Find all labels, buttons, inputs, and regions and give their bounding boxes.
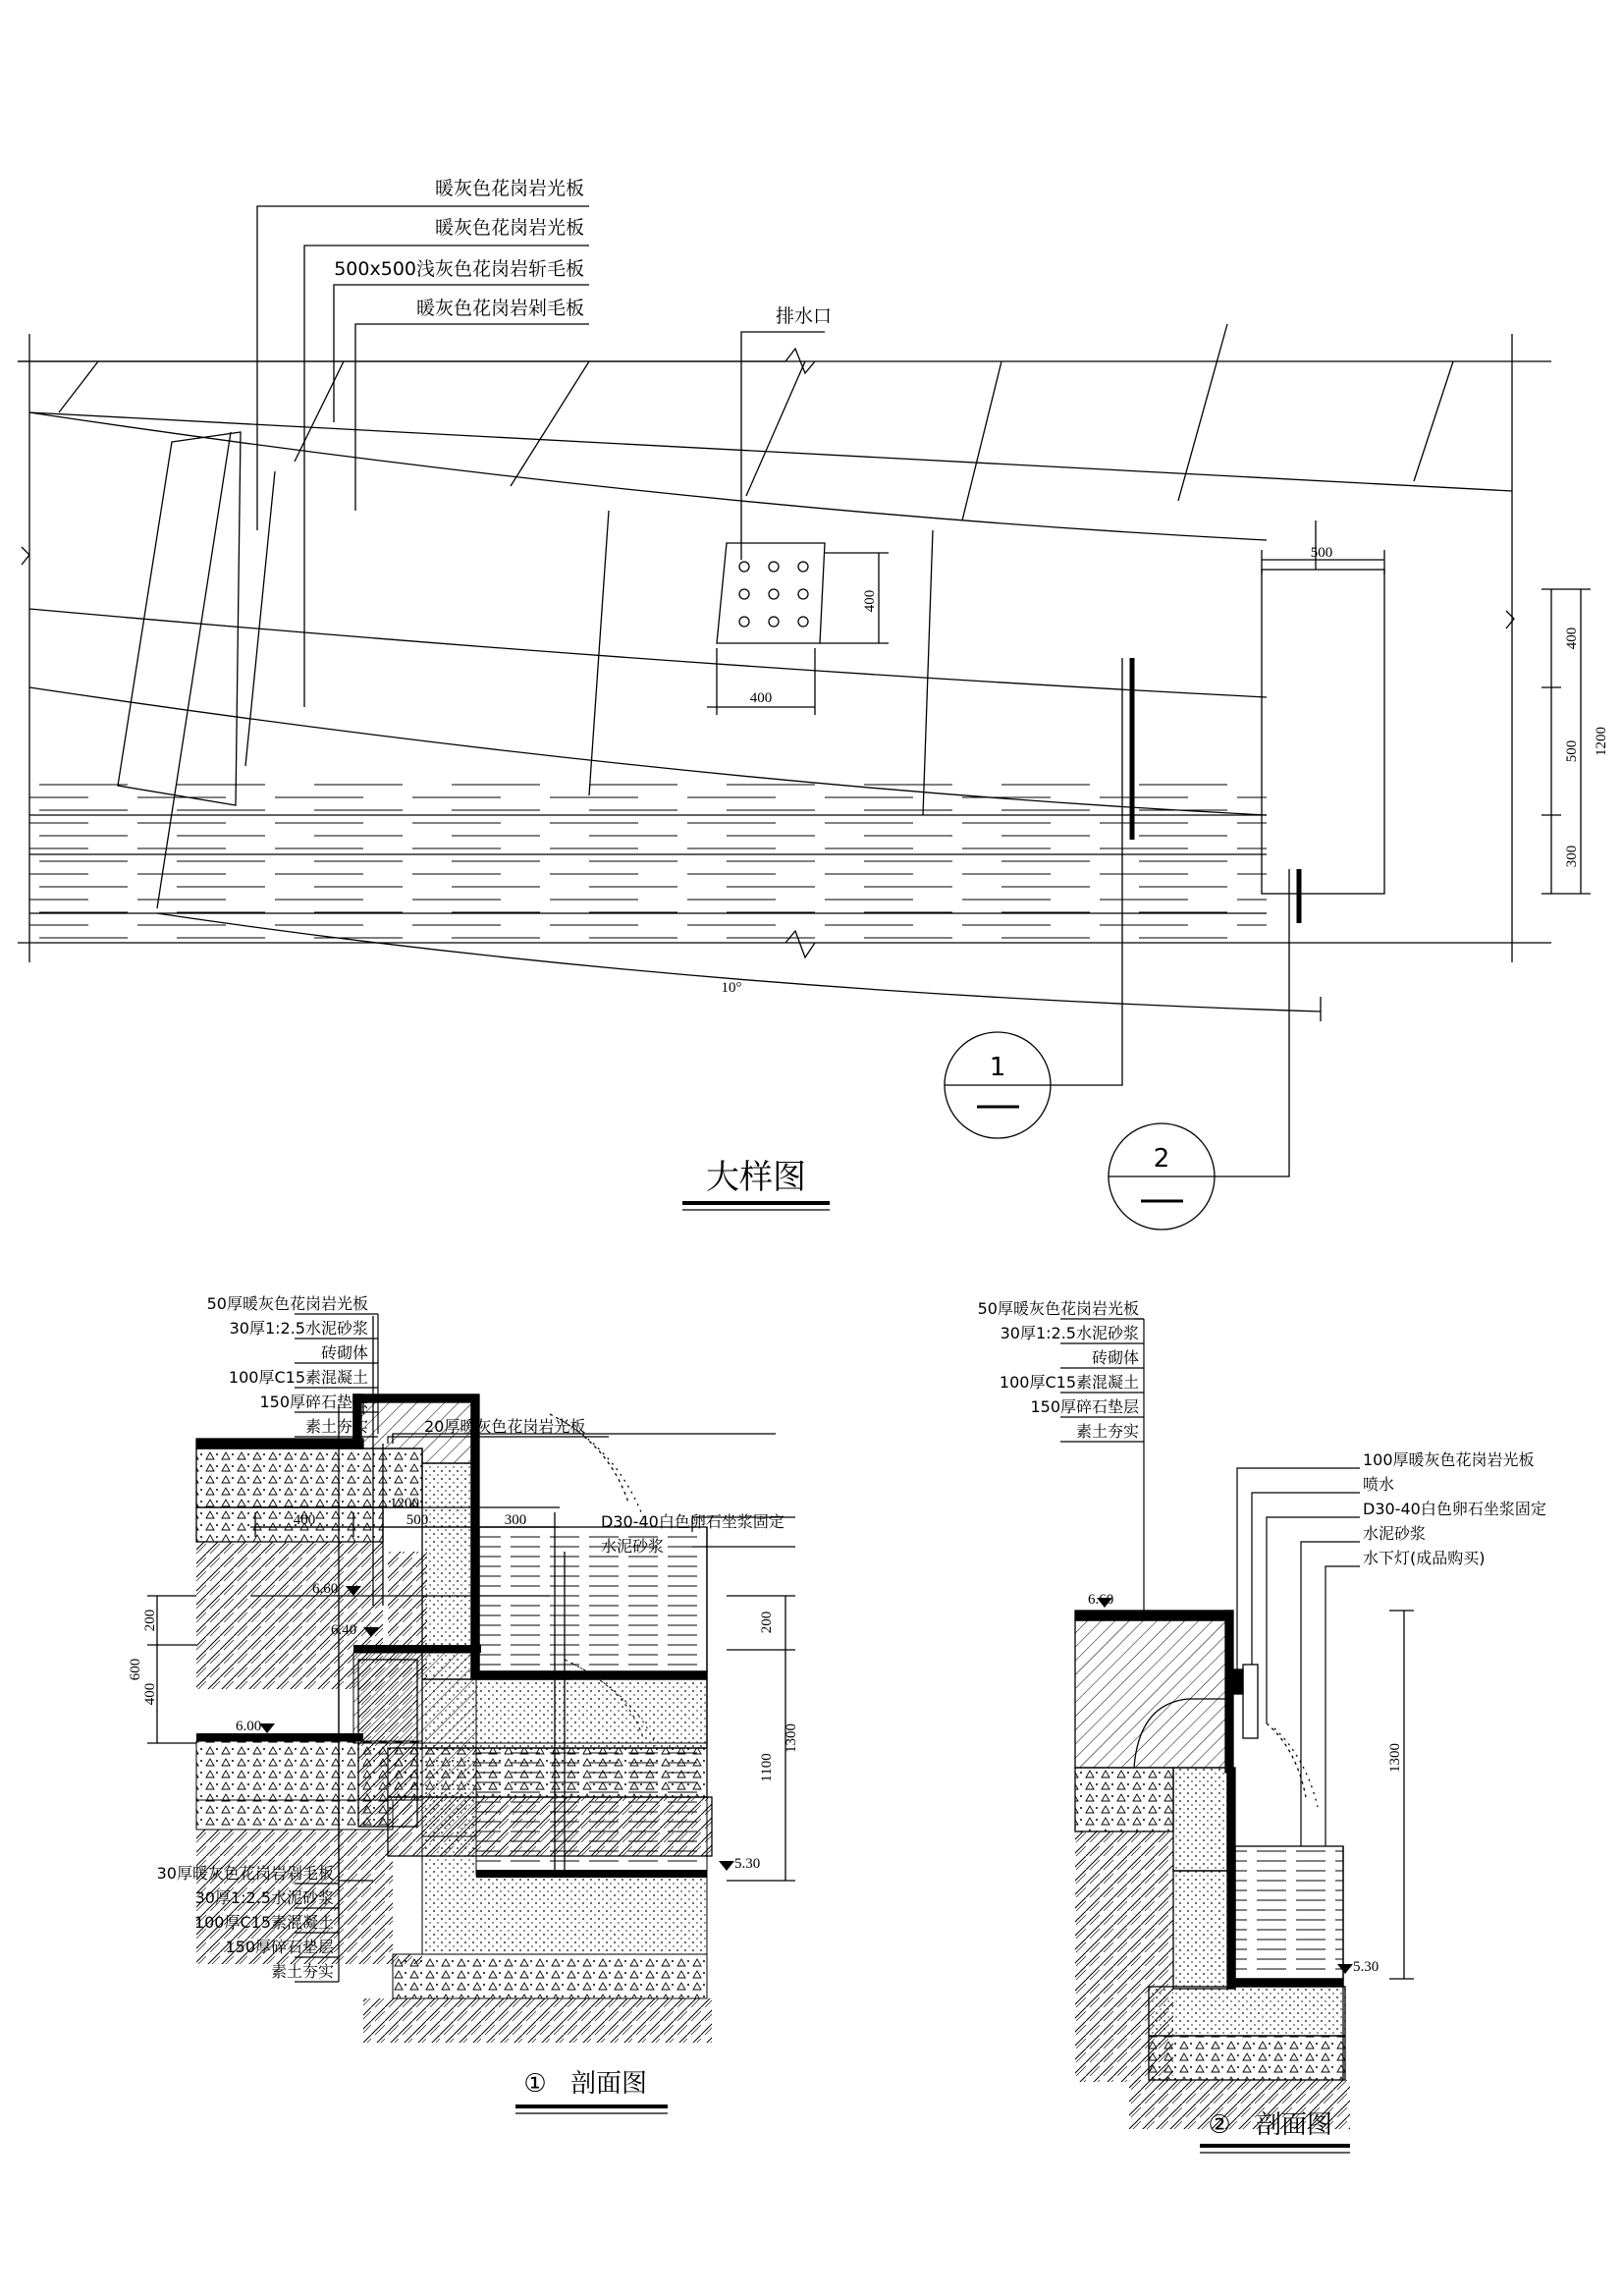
- section-2-circle: ②: [1208, 2110, 1231, 2140]
- plan-view: [18, 206, 1591, 1176]
- s1-dim-v400: 400: [142, 1682, 158, 1706]
- s2-dim-v1300: 1300: [1387, 1743, 1403, 1773]
- s1-dim-300: 300: [504, 1512, 527, 1528]
- svg-text:水下灯(成品购买): 水下灯(成品购买): [1363, 1549, 1486, 1567]
- section-2-drawing: [1075, 1611, 1414, 2129]
- plan-label-3: 500x500浅灰色花岗岩斩毛板: [334, 258, 584, 280]
- section-1-top-layers: [207, 1294, 368, 1436]
- s1-dim-400: 400: [293, 1512, 316, 1528]
- dim-angle: 10°: [721, 980, 742, 996]
- svg-text:砖砌体: 砖砌体: [320, 1343, 368, 1362]
- section-1-circle: ①: [523, 2069, 547, 2099]
- dim-drain-h: 400: [749, 690, 773, 706]
- s1-elev-640: 6.40: [331, 1622, 357, 1638]
- s1-dim-1200: 1200: [390, 1496, 419, 1511]
- dim-r500: 500: [1564, 739, 1580, 763]
- svg-text:砖砌体: 砖砌体: [1091, 1348, 1139, 1367]
- section-1-pebble: D30-40白色卵石坐浆固定: [601, 1512, 784, 1531]
- dim-r1200: 1200: [1594, 727, 1609, 756]
- svg-text:100厚暖灰色花岗岩光板: 100厚暖灰色花岗岩光板: [1363, 1450, 1535, 1469]
- s1-dim-500: 500: [406, 1512, 429, 1528]
- svg-text:素土夯实: 素土夯实: [304, 1417, 368, 1436]
- svg-text:100厚C15素混凝土: 100厚C15素混凝土: [999, 1373, 1139, 1392]
- section-1-granite20: 20厚暖灰色花岗岩光板: [424, 1417, 586, 1436]
- svg-text:喷水: 喷水: [1363, 1475, 1395, 1494]
- svg-text:素土夯实: 素土夯实: [270, 1962, 334, 1981]
- s1-dim-v1300: 1300: [784, 1723, 799, 1753]
- svg-text:100厚C15素混凝土: 100厚C15素混凝土: [228, 1368, 368, 1387]
- marker-2-number: 2: [1153, 1144, 1170, 1174]
- dim-drain-v: 400: [862, 589, 878, 613]
- plan-label-4: 暖灰色花岗岩剁毛板: [415, 298, 584, 319]
- s1-dim-v200: 200: [142, 1609, 158, 1632]
- svg-text:30厚1:2.5水泥砂浆: 30厚1:2.5水泥砂浆: [194, 1888, 334, 1907]
- drain-holes: [739, 562, 808, 627]
- s2-elev-660: 6.60: [1088, 1592, 1114, 1608]
- s1-dim-v1100: 1100: [759, 1753, 775, 1782]
- svg-text:50厚暖灰色花岗岩光板: 50厚暖灰色花岗岩光板: [977, 1299, 1139, 1318]
- section-marker-1: [945, 1032, 1051, 1138]
- s1-dim-v200r: 200: [759, 1611, 775, 1634]
- plan-label-1: 暖灰色花岗岩光板: [434, 178, 584, 199]
- svg-text:D30-40白色卵石坐浆固定: D30-40白色卵石坐浆固定: [1363, 1500, 1546, 1518]
- svg-text:30厚1:2.5水泥砂浆: 30厚1:2.5水泥砂浆: [1000, 1324, 1139, 1342]
- svg-text:30厚1:2.5水泥砂浆: 30厚1:2.5水泥砂浆: [229, 1319, 368, 1338]
- s2-elev-530: 5.30: [1353, 1959, 1380, 1975]
- svg-text:水泥砂浆: 水泥砂浆: [1363, 1524, 1427, 1543]
- section-1-title: 剖面图: [569, 2069, 648, 2099]
- section-marker-2: [1109, 1123, 1215, 1230]
- plan-label-drain: 排水口: [776, 305, 833, 327]
- svg-text:素土夯实: 素土夯实: [1075, 1422, 1139, 1441]
- svg-text:50厚暖灰色花岗岩光板: 50厚暖灰色花岗岩光板: [206, 1294, 368, 1313]
- plan-label-2: 暖灰色花岗岩光板: [434, 217, 584, 239]
- section-1-mortar: 水泥砂浆: [601, 1537, 665, 1556]
- s1-elev-660: 6.60: [312, 1581, 339, 1597]
- dim-w500: 500: [1310, 545, 1333, 561]
- s1-elev-600: 6.00: [236, 1719, 262, 1734]
- dim-r400: 400: [1564, 627, 1580, 650]
- plan-title: 大样图: [706, 1158, 806, 1197]
- svg-text:150厚碎石垫层: 150厚碎石垫层: [259, 1393, 368, 1411]
- dim-r300: 300: [1564, 845, 1580, 868]
- section-2-top-layers: [978, 1299, 1139, 1441]
- svg-text:150厚碎石垫层: 150厚碎石垫层: [225, 1938, 334, 1956]
- s1-dim-v600: 600: [128, 1658, 143, 1681]
- svg-text:30厚暖灰色花岗岩剁毛板: 30厚暖灰色花岗岩剁毛板: [156, 1864, 334, 1883]
- svg-text:100厚C15素混凝土: 100厚C15素混凝土: [193, 1913, 334, 1932]
- section-2-title: 剖面图: [1255, 2110, 1333, 2140]
- svg-text:150厚碎石垫层: 150厚碎石垫层: [1030, 1397, 1139, 1416]
- section-2-right-labels: [1363, 1450, 1546, 1567]
- s1-elev-530: 5.30: [734, 1856, 761, 1872]
- marker-1-number: 1: [989, 1053, 1006, 1082]
